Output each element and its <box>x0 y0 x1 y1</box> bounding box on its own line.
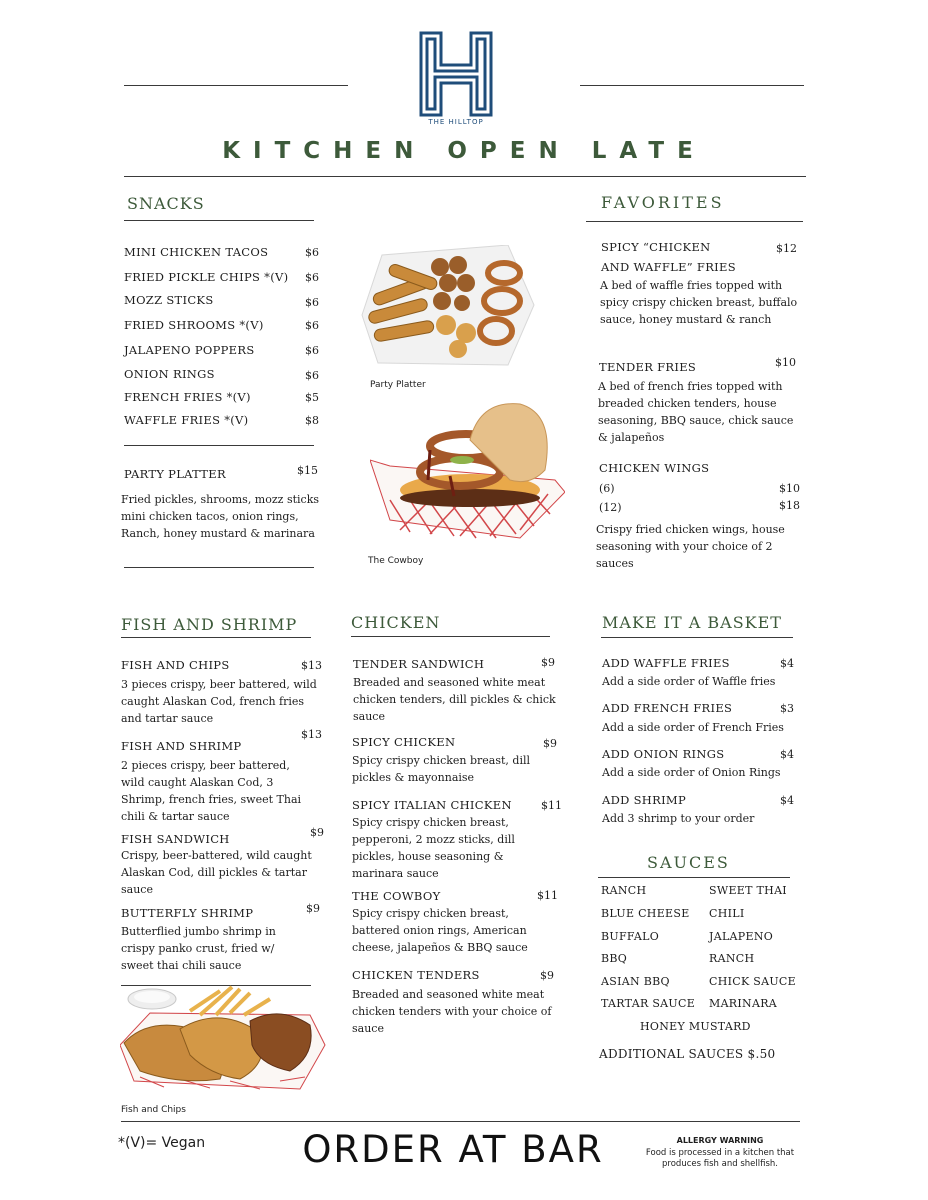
favorites-rule <box>586 221 803 222</box>
snack-name: FRENCH FRIES *(V) <box>124 390 251 404</box>
favorite-desc: A bed of waffle fries topped with spicy crispy chicken breast, buffalo sauce, honey mustard & ranch <box>600 279 798 326</box>
basket-item-desc: Add a side order of French Fries <box>602 721 784 734</box>
snack-price: $6 <box>305 271 319 284</box>
sauce-right: CHICK SAUCE <box>709 975 796 988</box>
additional-sauces: ADDITIONAL SAUCES $.50 <box>599 1047 776 1061</box>
fish-item-desc: Butterflied jumbo shrimp in crispy panko crust, fried w/ sweet thai chili sauce <box>121 925 276 972</box>
snack-price: $8 <box>305 414 319 427</box>
chicken-item-desc: Breaded and seasoned white meat chicken tenders with your choice of sauce <box>352 988 552 1035</box>
chicken-item-name: SPICY CHICKEN <box>352 735 456 749</box>
snacks-title: SNACKS <box>127 194 205 213</box>
fish-item-price: $9 <box>306 902 320 915</box>
fish-item-name: BUTTERFLY SHRIMP <box>121 906 254 920</box>
wing-option-price: $10 <box>779 482 800 495</box>
wing-option-label: (12) <box>599 501 622 514</box>
snacks-rule <box>124 220 314 221</box>
snacks-bottom-rule <box>124 567 314 568</box>
basket-item-desc: Add a side order of Waffle fries <box>602 675 776 688</box>
fish-chips-caption: Fish and Chips <box>121 1105 186 1115</box>
snack-name: JALAPENO POPPERS <box>124 343 255 357</box>
chicken-item-name: CHICKEN TENDERS <box>352 968 480 982</box>
snack-price: $5 <box>305 391 319 404</box>
chicken-item-price: $11 <box>541 799 562 812</box>
snacks-divider <box>124 445 314 446</box>
basket-item-name: ADD WAFFLE FRIES <box>602 656 730 670</box>
chicken-rule <box>351 636 550 637</box>
sauces-title: SAUCES <box>647 853 730 872</box>
logo-subtitle: THE HILLTOP <box>428 118 484 126</box>
chicken-item-price: $11 <box>537 889 558 902</box>
fish-item-name: FISH AND SHRIMP <box>121 739 242 753</box>
party-platter-desc: Fried pickles, shrooms, mozz sticks mini chicken tacos, onion rings, Ranch, honey mustard & marinara <box>121 493 320 540</box>
favorite-price: $12 <box>776 242 797 255</box>
sauce-left: RANCH <box>601 884 647 897</box>
snack-price: $6 <box>305 246 319 259</box>
basket-item-price: $4 <box>780 657 794 670</box>
chicken-item-name: TENDER SANDWICH <box>353 657 485 671</box>
basket-item-name: ADD SHRIMP <box>602 793 687 807</box>
header-rule-left <box>124 85 348 86</box>
party-platter-price: $15 <box>297 464 318 477</box>
title-rule <box>124 176 806 177</box>
page-title: KITCHEN OPEN LATE <box>222 138 706 164</box>
sauce-left: BLUE CHEESE <box>601 907 690 920</box>
fish-rule <box>121 637 311 638</box>
favorite-price: $10 <box>775 356 796 369</box>
snack-price: $6 <box>305 319 319 332</box>
basket-item-desc: Add 3 shrimp to your order <box>602 812 755 825</box>
wing-option-label: (6) <box>599 482 615 495</box>
favorite-name: AND WAFFLE” FRIES <box>601 260 736 274</box>
snack-name: ONION RINGS <box>124 367 215 381</box>
favorite-name: CHICKEN WINGS <box>599 461 710 475</box>
order-at-bar: ORDER AT BAR <box>302 1128 604 1171</box>
chicken-item-price: $9 <box>540 969 554 982</box>
basket-item-price: $3 <box>780 702 794 715</box>
party-platter-caption: Party Platter <box>370 380 426 390</box>
cowboy-image <box>370 400 565 540</box>
fish-item-desc: Crispy, beer-battered, wild caught Alaskan Cod, dill pickles & tartar sauce <box>121 849 312 896</box>
cowboy-caption: The Cowboy <box>368 556 424 566</box>
snack-name: FRIED PICKLE CHIPS *(V) <box>124 270 289 284</box>
fish-item-desc: 2 pieces crispy, beer battered, wild caught Alaskan Cod, 3 Shrimp, french fries, sweet Thai chili & tartar sauce <box>121 759 302 823</box>
sauce-right: MARINARA <box>709 997 778 1010</box>
chicken-item-name: THE COWBOY <box>352 889 441 903</box>
fish-item-price: $13 <box>301 659 322 672</box>
chicken-item-desc: Spicy crispy chicken breast, battered onion rings, American cheese, jalapeños & BBQ sauce <box>352 907 528 954</box>
header-rule-right <box>580 85 804 86</box>
fish-item-price: $9 <box>310 826 324 839</box>
favorite-desc: Crispy fried chicken wings, house seasoning with your choice of 2 sauces <box>596 523 785 570</box>
allergy-text: Food is processed in a kitchen that produces fish and shellfish. <box>645 1148 795 1169</box>
sauce-left: ASIAN BBQ <box>601 975 670 988</box>
allergy-title: ALLERGY WARNING <box>676 1136 764 1145</box>
fish-item-name: FISH AND CHIPS <box>121 658 230 672</box>
snack-name: WAFFLE FRIES *(V) <box>124 413 249 427</box>
favorite-name: SPICY “CHICKEN <box>601 240 711 254</box>
sauce-center: HONEY MUSTARD <box>640 1020 751 1033</box>
wing-option-price: $18 <box>779 499 800 512</box>
hilltop-logo <box>419 31 493 117</box>
basket-item-price: $4 <box>780 748 794 761</box>
footer-rule <box>121 1121 800 1122</box>
fish-chips-image <box>120 985 330 1090</box>
snack-price: $6 <box>305 296 319 309</box>
fish-item-desc: 3 pieces crispy, beer battered, wild caught Alaskan Cod, french fries and tartar sauce <box>121 678 317 725</box>
favorites-title: FAVORITES <box>601 193 725 212</box>
fish-title: FISH AND SHRIMP <box>121 615 298 634</box>
basket-item-name: ADD FRENCH FRIES <box>602 701 733 715</box>
favorite-desc: A bed of french fries topped with breaded chicken tenders, house seasoning, BBQ sauce, chick sauce & jalapeños <box>598 380 794 444</box>
basket-title: MAKE IT A BASKET <box>602 613 782 632</box>
party-platter-name: PARTY PLATTER <box>124 467 226 481</box>
snack-name: FRIED SHROOMS *(V) <box>124 318 264 332</box>
chicken-item-desc: Spicy crispy chicken breast, pepperoni, 2 mozz sticks, dill pickles, house seasoning & marinara sauce <box>352 816 515 880</box>
fish-item-name: FISH SANDWICH <box>121 832 230 846</box>
favorite-name: TENDER FRIES <box>599 360 697 374</box>
snack-price: $6 <box>305 344 319 357</box>
chicken-item-name: SPICY ITALIAN CHICKEN <box>352 798 512 812</box>
sauce-right: RANCH <box>709 952 755 965</box>
sauce-right: JALAPENO <box>709 930 774 943</box>
party-platter-image <box>358 245 538 375</box>
sauce-left: BBQ <box>601 952 628 965</box>
vegan-note: *(V)= Vegan <box>118 1135 206 1151</box>
snack-price: $6 <box>305 369 319 382</box>
sauce-right: SWEET THAI <box>709 884 787 897</box>
sauces-rule <box>598 877 790 878</box>
chicken-item-price: $9 <box>543 737 557 750</box>
snack-name: MOZZ STICKS <box>124 293 214 307</box>
sauce-left: BUFFALO <box>601 930 660 943</box>
chicken-item-desc: Spicy crispy chicken breast, dill pickles & mayonnaise <box>352 754 531 784</box>
sauce-left: TARTAR SAUCE <box>601 997 696 1010</box>
chicken-item-desc: Breaded and seasoned white meat chicken tenders, dill pickles & chick sauce <box>353 676 556 723</box>
basket-item-name: ADD ONION RINGS <box>602 747 725 761</box>
chicken-title: CHICKEN <box>351 613 441 632</box>
basket-item-desc: Add a side order of Onion Rings <box>602 766 781 779</box>
fish-item-price: $13 <box>301 728 322 741</box>
basket-item-price: $4 <box>780 794 794 807</box>
chicken-item-price: $9 <box>541 656 555 669</box>
basket-rule <box>601 637 793 638</box>
sauce-right: CHILI <box>709 907 745 920</box>
snack-name: MINI CHICKEN TACOS <box>124 245 269 259</box>
